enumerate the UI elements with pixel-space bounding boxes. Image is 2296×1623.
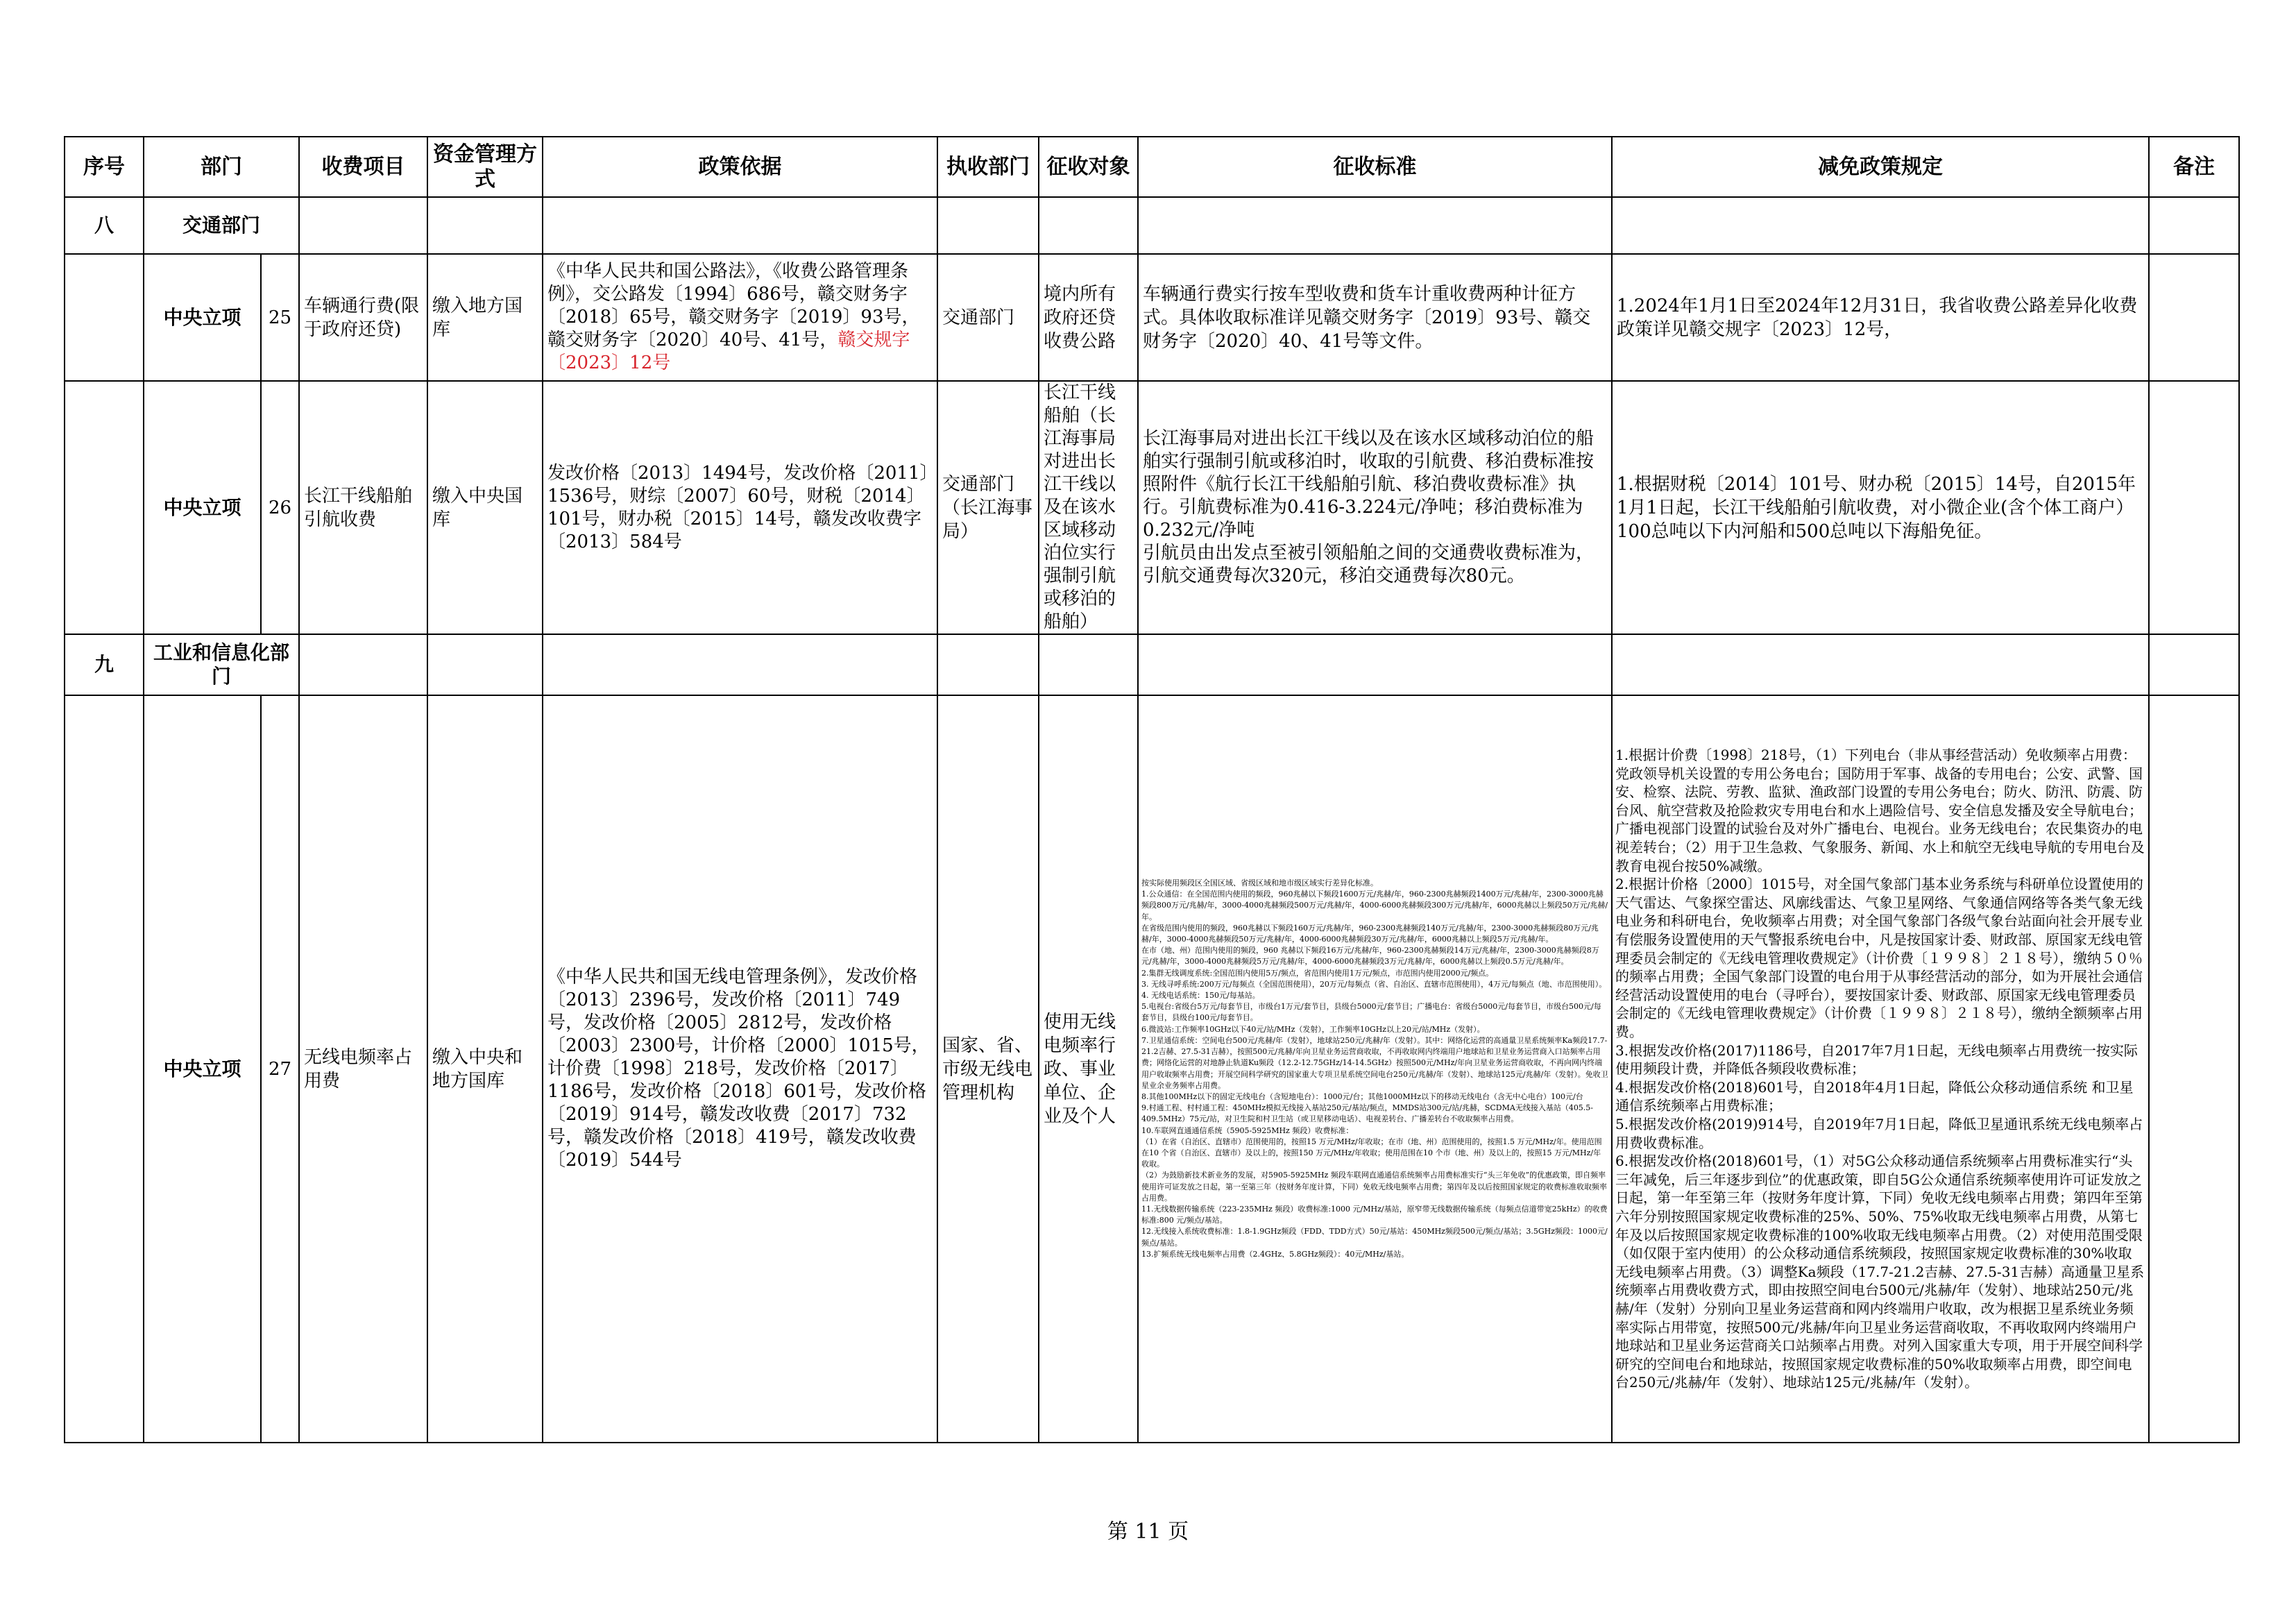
row-fee-item: 车辆通行费(限于政府还贷)	[299, 254, 427, 381]
reduction-line: 1.根据计价费〔1998〕218号，（1）下列电台（非从事经营活动）免收频率占用费：党政领导机关设置的专用公务电台；国防用于军事、战备的专用电台；公安、武警、国安、检察、法院、劳教、监狱、渔政部门设置的专用公务电台；防火、防汛、防震、防台风、航空营救及抢险救灾专用电台和水上遇险信号、安全信息发播及安全导航电台；广播电视部门设置的试验台及对外广播电台、电视台。业务无线电台；农民集资办的电视差转台；（2）用于卫生急救、气象服务、新闻、水上和航空无线电导航的专用电台及教育电视台按50%减缴。	[1615, 747, 2145, 874]
header-policy-basis: 政策依据	[543, 137, 937, 197]
standard-text: 长江海事局对进出长江干线以及在该水区域移动泊位的船舶实行强制引航或移泊时，收取的引航费、移泊费标准按照附件《航行长江干线船舶引航、移泊费收费标准》执行。引航费标准为0.416-3.224元/净吨；移泊费标准为0.232元/净吨	[1143, 428, 1595, 541]
standard-line: 10.车联网直通通信系统（5905-5925MHz 频段）收费标准：	[1141, 1125, 1354, 1135]
header-reduction-policy: 减免政策规定	[1612, 137, 2149, 197]
standard-line: 3. 无线寻呼系统:200万元/每频点（全国范围使用），20万元/每频点（省、自治区、直辖市范围使用），4万元/每频点（地、市范围使用）。	[1141, 979, 1607, 989]
row-fund-management: 缴入中央国库	[427, 381, 543, 634]
row-fund-management: 缴入中央和地方国库	[427, 695, 543, 1443]
row-fee-item: 长江干线船舶引航收费	[299, 381, 427, 634]
header-index: 序号	[65, 137, 144, 197]
row-policy-basis	[543, 254, 937, 381]
header-collection-standard: 征收标准	[1138, 137, 1612, 197]
reduction-line: 2.根据计价格〔2000〕1015号，对全国气象部门基本业务系统与科研单位设置使用的天气雷达、气象探空雷达、风廓线雷达、气象卫星网络、气象通信网络等各类气象无线电业务和科研电台，免收频率占用费；对全国气象部门各级气象台站面向社会开展专业有偿服务设置使用的天气警报系统电台中，凡是按国家计委、财政部、原国家无线电管理委员会制定的《无线电管理收费规定》（计价费〔１９９８〕２１８号），缴纳５０％的频率占用费；全国气象部门设置的电台用于从事经营活动的部分，如为开展社会通信经营活动设置使用的电台（寻呼台），要按国家计委、财政部、原国家无线电管理委员会制定的《无线电管理收费规定》（计价费〔１９９８〕２１８号），缴纳全额频率占用费。	[1615, 876, 2143, 1041]
row-remark	[2149, 695, 2239, 1443]
header-fund-management: 资金管理方式	[427, 137, 543, 197]
reduction-line: 4.根据发改价格(2018)601号，自2018年4月1日起，降低公众移动通信系统 和卫星通信系统频率占用费标准；	[1615, 1078, 2134, 1114]
table-row	[65, 695, 2239, 1443]
row-fund-management: 缴入地方国库	[427, 254, 543, 381]
row-number: 25	[261, 254, 299, 381]
standard-line: 8.其他100MHz以下的固定无线电台（含短地电台）：1000元/台；其他1000MHz以下的移动无线电台（含无中心电台）100元/台	[1141, 1091, 1583, 1101]
header-collection-target: 征收对象	[1039, 137, 1138, 197]
standard-line: 在市（地、州）范围内使用的频段，960 兆赫以下频段16万元/兆赫/年，960-2300兆赫频段14万元/兆赫/年，2300-3000兆赫频段8万元/兆赫/年，3000-4000兆赫频段5万元/兆赫/年，4000-6000兆赫频段3万元/兆赫/年，6000兆赫以上频段0.5万元/兆赫/年。	[1141, 946, 1599, 967]
standard-line: 4. 无线电话系统：150元/每基站。	[1141, 991, 1260, 1001]
section-name: 工业和信息化部门	[144, 634, 299, 695]
header-row	[65, 137, 2239, 197]
standard-text-2: 引航员由出发点至被引领船舶之间的交通费收费标准为，引航交通费每次320元，移泊交通费每次80元。	[1143, 543, 1595, 586]
reduction-line: 6.根据发改价格(2018)601号，（1）对5G公众移动通信系统频率占用费标准实行“头三年减免，后三年逐步到位”的优惠政策，即自5G公众通信系统频率使用许可证发放之日起，第一年至第三年（按财务年度计算，下同）免收无线电频率占用费；第四年至第六年分别按照国家规定收费标准的25%、50%、75%收取无线电频率占用费，从第七年及以后按照国家规定收费标准的100%收取无线电频率占用费。（2）对使用范围受限（如仅限于室内使用）的公众移动通信系统频段，按照国家规定收费标准的30%收取无线电频率占用费。（3）调整Ka频段（17.7-21.2吉赫、27.5-31吉赫）高通量卫星系统频率占用费收费方式，即由按照空间电台500元/兆赫/年（发射）、地球站250元/兆赫/年（发射）分别向卫星业务运营商和网内终端用户收取，改为根据卫星系统业务频率实际占用带宽，按照500元/兆赫/年向卫星业务运营商收取，不再收取网内终端用户地球站和卫星业务运营商关口站频率占用费。对列入国家重大专项，用于开展空间科学研究的空间电台和地球站，按照国家规定收费标准的50%收取频率占用费，即空间电台250元/兆赫/年（发射）、地球站125元/兆赫/年（发射）。	[1615, 1153, 2145, 1391]
row-policy-basis: 发改价格〔2013〕1494号，发改价格〔2011〕1536号，财综〔2007〕60号，财税〔2014〕101号，财办税〔2015〕14号，赣发改收费字〔2013〕584号	[543, 381, 937, 634]
section-name: 交通部门	[144, 197, 299, 254]
reduction-line: 5.根据发改价格(2019)914号，自2019年7月1日起，降低卫星通讯系统无线电频率占用费收费标准。	[1615, 1115, 2143, 1151]
row-collection-standard	[1138, 381, 1612, 634]
section-row	[65, 634, 2239, 695]
section-row	[65, 197, 2239, 254]
row-collecting-dept: 交通部门	[937, 254, 1039, 381]
standard-line: 2.集群无线调度系统:全国范围内使用5万/频点，省范围内使用1万元/频点，市范围内使用2000元/频点。	[1141, 968, 1494, 978]
row-collection-target: 使用无线电频率行政、事业单位、企业及个人	[1039, 695, 1138, 1443]
header-collecting-dept: 执收部门	[937, 137, 1039, 197]
row-reduction-policy: 1.根据财税〔2014〕101号、财办税〔2015〕14号，自2015年1月1日起，长江干线船舶引航收费，对小微企业(含个体工商户）100总吨以下内河船和500总吨以下海船免征。	[1612, 381, 2149, 634]
row-remark	[2149, 381, 2239, 634]
header-fee-item: 收费项目	[299, 137, 427, 197]
table-row	[65, 254, 2239, 381]
standard-line: 6.微波站:工作频率10GHz以下40元/站/MHz（发射），工作频率10GHz以上20元/站/MHz（发射）。	[1141, 1024, 1485, 1034]
page-number: 第 11 页	[1107, 1520, 1189, 1544]
row-category: 中央立项	[144, 381, 261, 634]
section-index: 九	[65, 634, 144, 695]
standard-line: 9.村通工程、村村通工程：450MHz模拟无线接入基站250元/基站/频点，MMDS站300元/站/兆赫，SCDMA无线接入基站（405.5-409.5MHz）75元/站，对卫生院和村卫生站（或卫星移动电话）、电视差转台、广播差转台不收取频率占用费。	[1141, 1103, 1594, 1124]
header-department: 部门	[144, 137, 299, 197]
row-collection-target: 长江干线船舶（长江海事局对进出长江干线以及在该水区域移动泊位实行强制引航或移泊的船舶）	[1039, 381, 1138, 634]
row-policy-basis: 《中华人民共和国无线电管理条例》，发改价格〔2013〕2396号，发改价格〔2011〕749号，发改价格〔2005〕2812号，发改价格〔2003〕2300号，计价格〔2000〕1015号，计价费〔1998〕218号，发改价格〔2017〕1186号，发改价格〔2018〕601号，发改价格〔2019〕914号，赣发改收费〔2017〕732号，赣发改价格〔2018〕419号，赣发改收费〔2019〕544号	[543, 695, 937, 1443]
standard-line: 在省级范围内使用的频段，960兆赫以下频段160万元/兆赫/年，960-2300兆赫频段140万元/兆赫/年，2300-3000兆赫频段80万元/兆赫/年，3000-4000兆赫频段50万元/兆赫/年，4000-6000兆赫频段30万元/兆赫/年，6000兆赫以上频段5万元/兆赫/年。	[1141, 923, 1599, 944]
standard-line: （1）在省（自治区、直辖市）范围使用的，按照15 万元/MHz/年收取；在市（地、州）范围使用的，按照1.5 万元/MHz/年。使用范围在10 个省（自治区、直辖市）及以上的，按照150 万元/MHz/年收取；使用范围在10 个市（地、州）及以上的，按照15 万元/MHz/年收取。	[1141, 1137, 1602, 1169]
row-reduction-policy	[1612, 695, 2149, 1443]
standard-line: 12.无线接入系统收费标准：1.8-1.9GHz频段（FDD、TDD方式）50元/基站：450MHz频段500元/频点/基站；3.5GHz频段：1000元/频点/基站。	[1141, 1227, 1608, 1248]
standard-line: （2）为鼓励新技术新业务的发展，对5905-5925MHz 频段车联网直通通信系统频率占用费标准实行“头三年免收”的优惠政策，即自频率使用许可证发放之日起，第一至第三年（按财务年度计算，下同）免收无线电频率占用费；第四年及以后按照国家规定的收费标准收取频率占用费。	[1141, 1171, 1607, 1203]
row-collection-target: 境内所有政府还贷收费公路	[1039, 254, 1138, 381]
row-number: 26	[261, 381, 299, 634]
reduction-line: 3.根据发改价格(2017)1186号，自2017年7月1日起，无线电频率占用费统一按实际使用频段计费，并降低各频段收费标准；	[1615, 1042, 2138, 1078]
row-collecting-dept: 国家、省、市级无线电管理机构	[937, 695, 1039, 1443]
standard-line: 1.公众通信：在全国范围内使用的频段，960兆赫以下频段1600万元/兆赫/年，960-2300兆赫频段1400万元/兆赫/年，2300-3000兆赫频段800万元/兆赫/年，3000-4000兆赫频段500万元/兆赫/年，4000-6000兆赫频段300万元/兆赫/年，6000兆赫以上频段50万元/兆赫/年。	[1141, 890, 1608, 921]
row-collection-standard	[1138, 695, 1612, 1443]
policy-basis-text: 《中华人民共和国公路法》，《收费公路管理条例》，交公路发〔1994〕686号，赣交财务字〔2018〕65号，赣交财务字〔2019〕93号，赣交财务字〔2020〕40号、41号，	[547, 261, 920, 350]
row-collection-standard: 车辆通行费实行按车型收费和货车计重收费两种计征方式。具体收取标准详见赣交财务字〔2019〕93号、赣交财务字〔2020〕40、41号等文件。	[1138, 254, 1612, 381]
fee-table	[64, 136, 2240, 1443]
standard-line: 7.卫星通信系统：空间电台500元/兆赫/年（发射），地球站250元/兆赫/年（发射）。其中：网络化运营的高通量卫星系统频率Ka频段17.7-21.2吉赫、27.5-31吉赫），按照500元/兆赫/年向卫星业务运营商收取，不再收取网内终端用户地球站和卫星业务运营商入口站频率占用费；网络化运营的对地静止轨道Ku频段（12.2-12.75GHz/14-14.5GHz）按照500元/MHz/年向卫星业务运营商收取，不再向网内终端用户收取频率占用费；开展空间科学研究的国家重大专项卫星系统空间电台250元/兆赫/年（发射）、地球站125元/兆赫/年（发射）。免收卫星业余业务频率占用费。	[1141, 1035, 1608, 1090]
row-category: 中央立项	[144, 695, 261, 1443]
policy-basis-highlight: 赣交规字〔2023〕12号	[547, 330, 910, 373]
standard-line: 按实际使用频段区全国区域、省级区域和地市级区域实行差异化标准。	[1141, 878, 1378, 888]
row-category: 中央立项	[144, 254, 261, 381]
header-remark: 备注	[2149, 137, 2239, 197]
row-reduction-policy: 1.2024年1月1日至2024年12月31日，我省收费公路差异化收费政策详见赣交规字〔2023〕12号，	[1612, 254, 2149, 381]
row-number: 27	[261, 695, 299, 1443]
standard-line: 5.电视台:省级台5万元/每套节目，市级台1万元/套节目，县级台5000元/套节目；广播电台：省级台5000元/每套节目，市级台500元/每套节目，县级台100元/每套节目。	[1141, 1002, 1601, 1023]
row-collecting-dept: 交通部门（长江海事局）	[937, 381, 1039, 634]
table-row	[65, 381, 2239, 634]
row-remark	[2149, 254, 2239, 381]
standard-line: 11.无线数据传输系统（223-235MHz 频段）收费标准:1000 元/MHz/基站，原窄带无线数据传输系统（每频点信道带宽25kHz）的收费标准:800 元/频点/基站。	[1141, 1204, 1608, 1225]
row-fee-item: 无线电频率占用费	[299, 695, 427, 1443]
section-index: 八	[65, 197, 144, 254]
standard-line: 13.扩频系统无线电频率占用费（2.4GHz、5.8GHz频段）：40元/MHz/基站。	[1141, 1249, 1409, 1259]
